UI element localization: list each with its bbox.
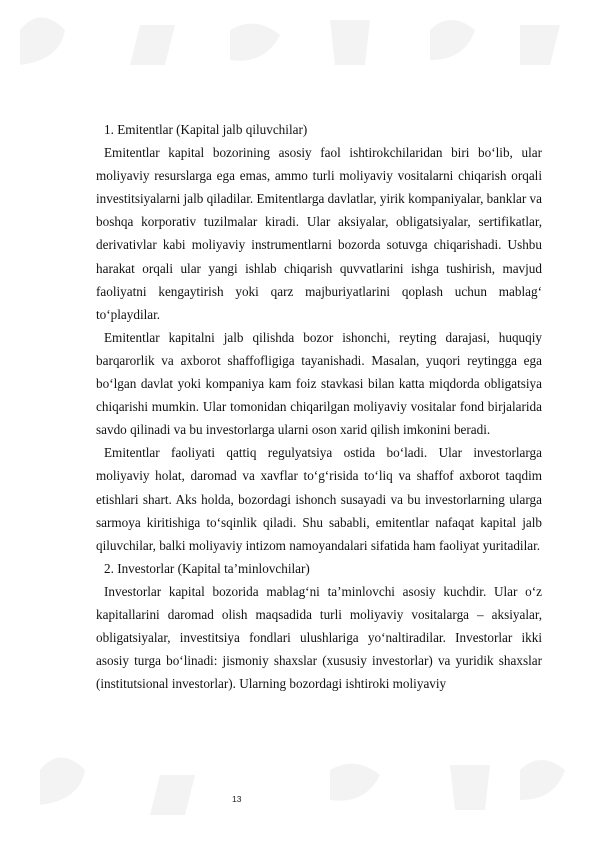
page-content [96,118,542,695]
section-2-heading: 2. Investorlar (Kapital ta’minlovchilar) [104,560,310,576]
watermark-shape-8 [150,775,195,815]
section-2-paragraph-1: Investorlar kapital bozorida mablag‘ni ta’minlovchi asosiy kuchdir. Ular o‘z kapitallarini daromad olish maqsadida turli moliyaviy vositalarga – aksiyalar, obligatsiyalar, investitsiya fondlari ulushlariga yo‘naltiradilar. Investorlar ikki asosiy turga bo‘linadi: jismoniy shaxslar (xususiy investorlar) va yuridik shaxslar (institutsional investorlar). Ularning bozordagi ishtiroki moliyaviy [96,583,542,692]
section-1-paragraph-2: Emitentlar kapitalni jalb qilishda bozor ishonchi, reyting darajasi, huquqiy barqarorlik va axborot shaffofligiga tayanishadi. Masalan, yuqori reytingga ega bo‘lgan davlat yoki kompaniya kam foiz stavkasi bilan katta miqdorda obligatsiya chiqarishi mumkin. Ular tomonidan chiqarilgan moliyaviy vositalar fond birjalarida savdo qilinadi va bu investorlarga ularni oson xarid qilish imkonini beradi. [96,329,542,438]
section-1-paragraph-1: Emitentlar kapital bozorining asosiy faol ishtirokchilaridan biri bo‘lib, ular moliyaviy resurslarga ega emas, ammo turli moliyaviy vositalarni chiqarish orqali investitsiyalarni jalb qiladilar. Emitentlarga davlatlar, yirik kompaniyalar, banklar va boshqa korporativ tuzilmalar kiradi. Ular aksiyalar, obligatsiyalar, sertifikatlar, derivativlar kabi moliyaviy instrumentlarni bozorda sotuvga chiqarishadi. Ushbu harakat orqali ular yangi ishlab chiqarish quvvatlarini ishga tushirish, mavjud faoliyatni kengaytirish yoki qarz majburiyatlarini qoplash uchun mablag‘ to‘playdilar. [96,145,542,322]
watermark-shape-9 [330,764,380,801]
watermark-shape-2 [130,25,175,65]
watermark-shape-1 [20,18,65,66]
watermark-shape-3 [230,24,280,61]
section-1-paragraph-3: Emitentlar faoliyati qattiq regulyatsiya ostida bo‘ladi. Ular investorlarga moliyaviy holat, daromad va xavflar to‘g‘risida to‘liq va shaffof axborot taqdim etishlari shart. Aks holda, bozordagi ishonch susayadi va bu investorlarning ularga sarmoya kiritishiga to‘sqinlik qiladi. Shu sababli, emitentlar nafaqat kapital jalb qiluvchilar, balki moliyaviy intizom namoyandalari sifatida ham faoliyat yuritadilar. [96,445,542,553]
page-number: 13 [232,794,242,804]
watermark-shape-6 [520,25,560,65]
watermark-shape-7 [40,758,85,806]
watermark-shape-4 [330,20,370,65]
watermark-shape-10 [450,765,490,810]
section-1-heading: 1. Emitentlar (Kapital jalb qiluvchilar) [104,122,308,137]
watermark-shape-5 [430,20,475,60]
watermark-shape-11 [520,760,565,800]
